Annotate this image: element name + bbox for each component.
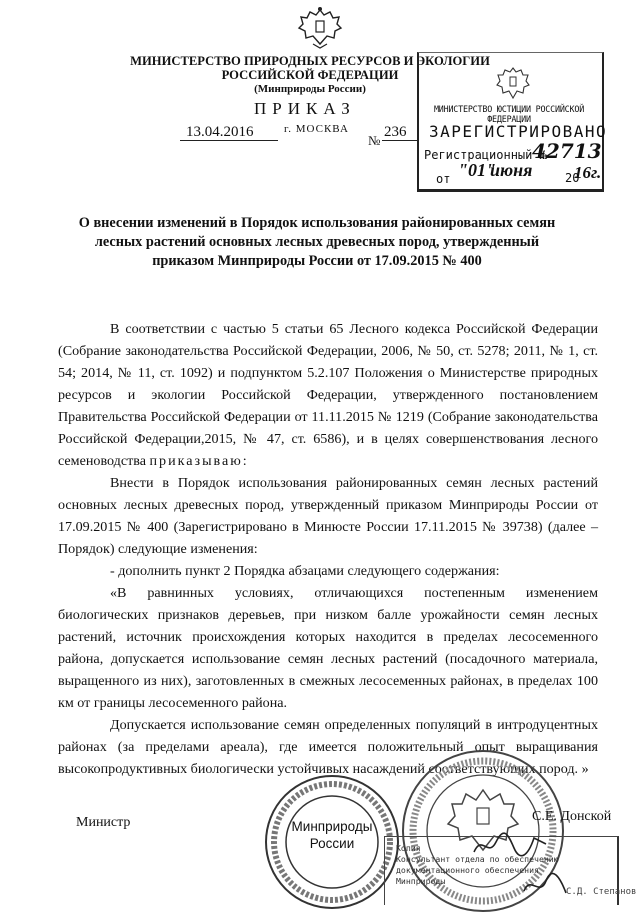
order-date-underline xyxy=(180,140,278,141)
registration-ministry: МИНИСТЕРСТВО ЮСТИЦИИ РОССИЙСКОЙ ФЕДЕРАЦИИ xyxy=(433,104,585,124)
registration-date-year-printed: 20 xyxy=(565,171,580,185)
signer-name: С.Е. Донской xyxy=(532,809,612,824)
ministry-line2: РОССИЙСКОЙ ФЕДЕРАЦИИ xyxy=(221,68,399,82)
ministry-short: (Минприроды России) xyxy=(254,83,366,95)
registration-date-prefix: от xyxy=(436,172,451,186)
cert-line2: Консультант отдела по обеспечению xyxy=(396,854,559,864)
paragraph-5: Допускается использование семян определенных популяций в интродуцентных районах (за пределами ареала), где имеется положительный опыт выращивания высокопродуктивных биологически устойчивых насаждений соответствующих пород. » xyxy=(58,717,598,777)
order-body xyxy=(58,318,598,780)
order-date: 13.04.2016 xyxy=(186,124,254,140)
signer-title: Министр xyxy=(76,815,131,830)
registration-number-label: Регистрационный № xyxy=(424,148,547,162)
registration-date-month: июня xyxy=(490,160,533,180)
registration-number: 42713 xyxy=(532,139,602,163)
registration-date-day: "01" xyxy=(458,160,496,180)
order-title: ПРИКАЗ xyxy=(254,99,356,118)
cert-line4: Минприроды xyxy=(396,876,446,886)
seal-text-line1: Минприроды xyxy=(291,819,373,834)
signature-scribble xyxy=(470,830,550,860)
order-number-sign: № xyxy=(368,133,381,148)
paragraph-1-order-word: приказываю xyxy=(149,453,243,469)
order-heading: О внесении изменений в Порядок использования районированных семян лесных растений основных лесных древесных пород, утвержденный приказом Минприроды России от 17.09.2015 № 400 xyxy=(78,215,556,269)
paragraph-2: Внести в Порядок использования районированных семян лесных растений основных лесных древесных пород, утвержденный приказом Минприроды России от 17.09.2015 № 400 (Зарегистрировано в Минюсте России 17.11.2015 № 39738) (далее – Порядок) следующие изменения: xyxy=(58,475,598,557)
paragraph-1-end: : xyxy=(242,453,247,469)
registration-date-year-handwritten: 16г. xyxy=(574,163,602,182)
certifier-name: С.Д. Степанов xyxy=(566,887,637,897)
certifier-signature-scribble xyxy=(520,871,570,901)
ministry-line1: МИНИСТЕРСТВО ПРИРОДНЫХ РЕСУРСОВ И ЭКОЛОГИИ xyxy=(130,54,490,68)
order-number-underline xyxy=(382,140,418,141)
coat-of-arms-icon xyxy=(297,6,343,50)
paragraph-1-text: В соответствии с частью 5 статьи 65 Лесного кодекса Российской Федерации (Собрание законодательства Российской Федерации, 2006, № 50, ст. 5278; 2011, № 1, ст. 54; 2014, № 11, ст. 1092) и подпунктом 5.2.107 Положения о Министерстве природных ресурсов и экологии Российской Федерации, утвержденного постановлением Правительства Российской Федерации от 11.11.2015 № 1219 (Собрание законодательства Российской Федерации,2015, № 47, ст. 6586), и в целях совершенствования лесного семеноводства xyxy=(58,321,598,469)
seal-text-line2: России xyxy=(309,836,355,851)
registration-word: ЗАРЕГИСТРИРОВАНО xyxy=(429,122,608,141)
cert-line3: документационного обеспечения xyxy=(396,865,539,875)
seal-text xyxy=(287,818,377,852)
registration-emblem-icon xyxy=(493,64,533,104)
paragraph-4: «В равнинных условиях, отличающихся постепенным изменением биологических признаков деревьев, при низком балле урожайности семян лесных растений, источник происхождения которых находится в пределах лесосеменного района, допускается использование семян лесных растений (посадочного материала, выращенного из них), заготовленных в смежных лесосеменных районах, в пределах 100 км от границы лесосеменного района. xyxy=(58,585,598,711)
paragraph-1 xyxy=(58,318,598,472)
order-number: 236 xyxy=(384,124,407,140)
order-city: г. МОСКВА xyxy=(284,123,349,135)
cert-line1: Копия xyxy=(396,843,421,853)
paragraph-3: - дополнить пункт 2 Порядка абзацами следующего содержания: xyxy=(110,563,500,579)
